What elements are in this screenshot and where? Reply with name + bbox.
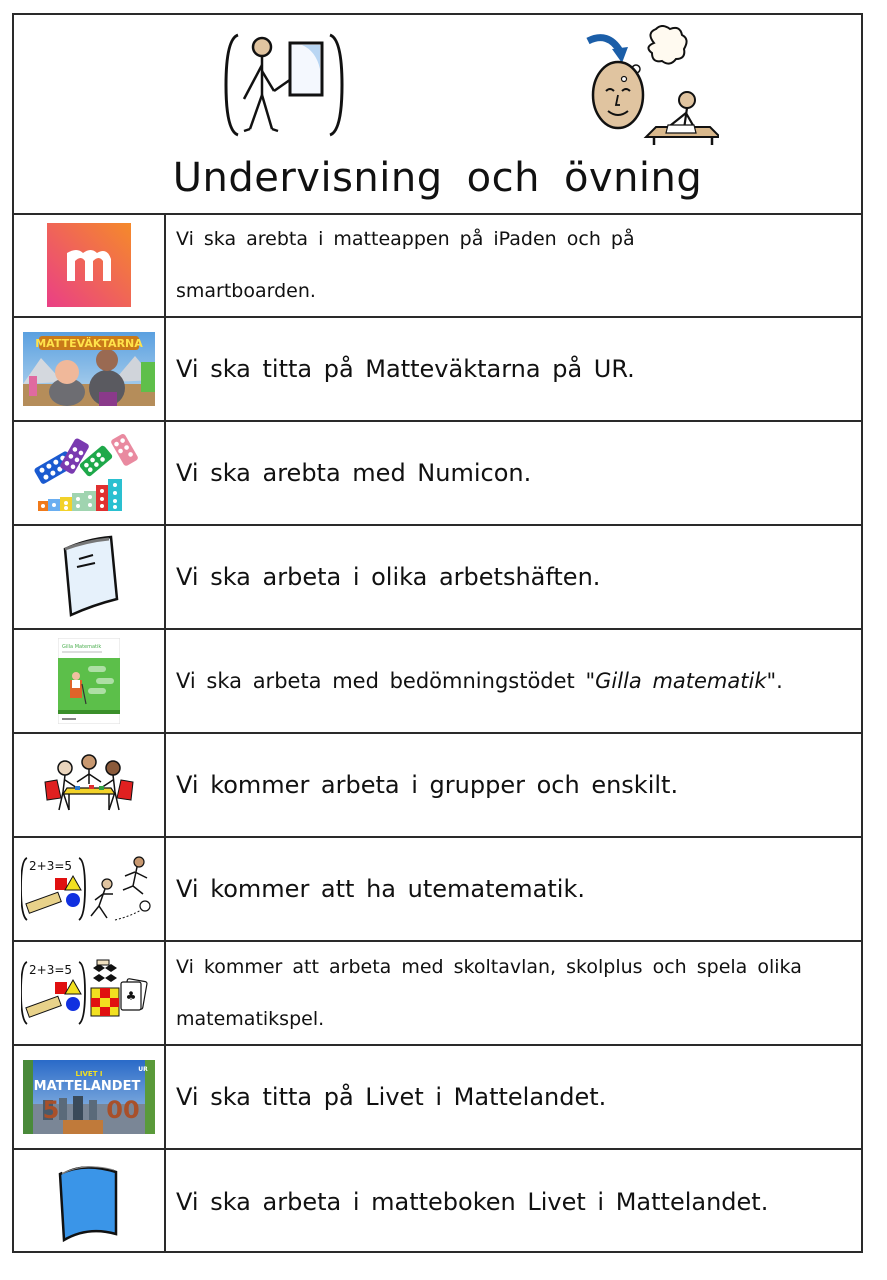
teaching-symbol-icon: [224, 29, 344, 145]
activity-text: Vi kommer arbeta i grupper och enskilt.: [176, 771, 679, 799]
thumbnail-badge: UR: [138, 1066, 148, 1073]
workbook-icon: [14, 526, 166, 628]
list-item: [14, 1046, 861, 1150]
thumbnail-caption-top: LIVET I: [75, 1070, 103, 1078]
page-title: [14, 155, 861, 201]
list-item: [14, 526, 861, 630]
numicon-icon: [14, 422, 166, 524]
math-games-icon: [14, 942, 166, 1044]
activity-text: Vi ska titta på Livet i Mattelandet.: [176, 1083, 607, 1111]
title-word-ovning: övning: [563, 155, 703, 201]
matte-app-logo: [14, 214, 166, 316]
livet-i-mattelandet-thumbnail: [14, 1046, 166, 1148]
activity-text: Vi ska arebta i matteappen på iPaden och på smartboarden.: [176, 228, 635, 302]
activity-text-suffix: .: [776, 669, 783, 693]
list-item: [14, 734, 861, 838]
gilla-matematik-cover: [14, 630, 166, 732]
equation-label: 2+3=5: [29, 963, 73, 977]
thumbnail-caption: MATTEVÄKTARNA: [35, 337, 143, 350]
activity-list: [14, 214, 861, 1253]
mattevaktarna-thumbnail: [14, 318, 166, 420]
title-word-undervisning: Undervisning: [172, 155, 443, 201]
activity-text: Vi ska arbeta i matteboken Livet i Mattelandet.: [176, 1187, 769, 1216]
activity-text: [166, 630, 861, 732]
blue-book-icon: [14, 1150, 166, 1253]
outdoor-math-icon: [14, 838, 166, 940]
activity-text: Vi kommer att arbeta med skoltavlan, skolplus och spela olika matematikspel.: [176, 956, 802, 1030]
list-item: [14, 422, 861, 526]
svg-text:5: 5: [42, 1096, 60, 1124]
list-item: [14, 214, 861, 318]
practice-thinking-symbol-icon: [584, 25, 719, 149]
list-item: [14, 942, 861, 1046]
list-item: [14, 318, 861, 422]
svg-text:♣: ♣: [125, 989, 137, 1003]
equation-label: 2+3=5: [29, 859, 73, 873]
activity-text: Vi ska titta på Matteväktarna på UR.: [176, 355, 635, 383]
activity-text: Vi kommer att ha utematematik.: [176, 875, 585, 903]
activity-text-title: "Gilla matematik": [585, 669, 777, 693]
activity-text: Vi ska arebta med Numicon.: [176, 459, 532, 487]
cover-title: Gilla Matematik: [62, 644, 102, 650]
svg-text:00: 00: [106, 1096, 140, 1124]
header: [14, 15, 861, 215]
list-item: [14, 1150, 861, 1253]
activity-sheet: [12, 13, 863, 1253]
activity-text-prefix: Vi ska arbeta med bedömningstödet: [176, 669, 586, 693]
group-work-icon: [14, 734, 166, 836]
thumbnail-caption-main: MATTELANDET: [33, 1079, 141, 1094]
list-item: [14, 630, 861, 734]
list-item: [14, 838, 861, 942]
title-word-och: och: [466, 155, 540, 201]
activity-text: Vi ska arbeta i olika arbetshäften.: [176, 563, 601, 591]
